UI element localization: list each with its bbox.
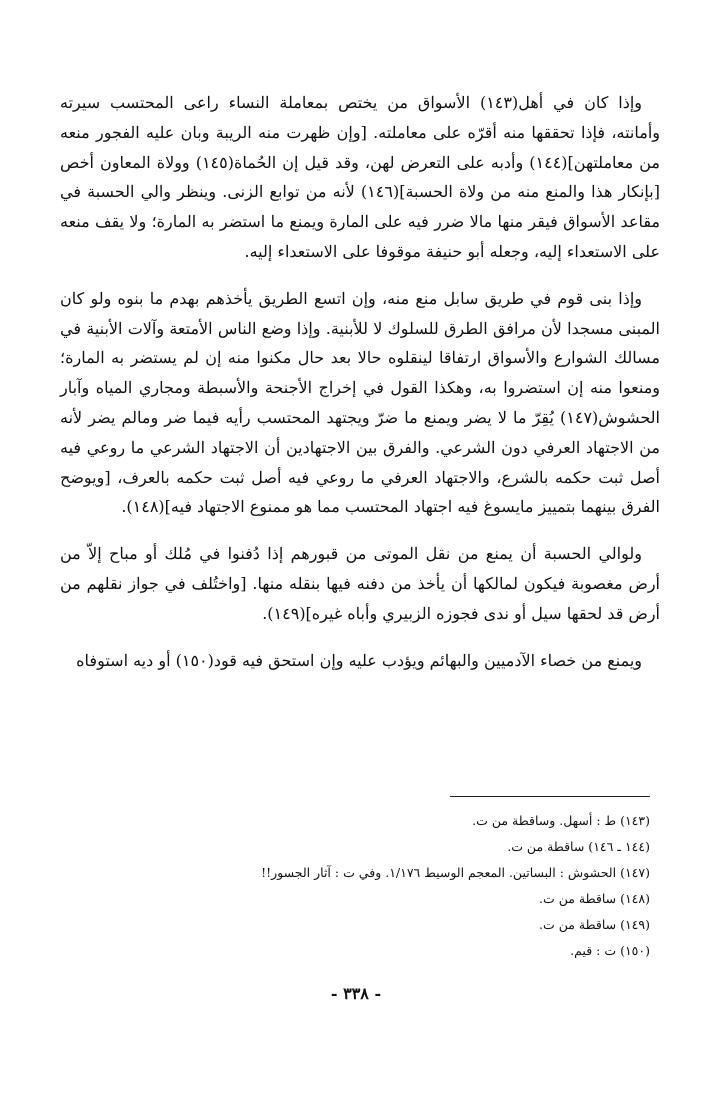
footnote-150: (١٥٠) ت : قيم. <box>570 943 650 958</box>
main-text <box>60 88 660 692</box>
footnote-147: (١٤٧) الحشوش : البساتين. المعجم الوسيط ١/١٧٦. وفي ت : آثار الجسور!! <box>261 865 650 880</box>
page-number: - ٣٣٨ - <box>330 984 382 1003</box>
footnote-144-146: (١٤٤ ـ ١٤٦) ساقطة من ت. <box>507 839 650 854</box>
paragraph-3: ولوالي الحسبة أن يمنع من نقل الموتى من قبورهم إذا دُفنوا في مُلك أو مباح إلاّ من أرض مغصوبة فيكون لمالكها أن يأخذ من دفنه فيها بنقله منها. [واختُلف في جواز نقلهم من أرض قد لحقها سيل أو ندى فجوزه الزبيري وأباه غيره](١٤٩). <box>60 544 660 623</box>
paragraph-1: وإذا كان في أهل(١٤٣) الأسواق من يختص بمعاملة النساء راعى المحتسب سيرته وأمانته، فإذا تحققها منه أقرّه على معاملته. [وإن ظهرت منه الريبة وبان عليه الفجور منعه من معاملتهن](١٤٤) وأدبه على التعرض لهن، وقد قيل إن الحُماة(١٤٥) وولاة المعاون أخص [بإنكار هذا والمنع منه من ولاة الحسبة](١٤٦) لأنه من توابع الزنى. وينظر والي الحسبة في مقاعد الأسواق فيقر منها مالا ضرر فيه على المارة ويمنع ما استضر به المارة؛ ولا يقف منعه على الاستعداء إليه، وجعله أبو حنيفة موقوفا على الاستعداء إليه. <box>60 93 661 261</box>
footnote-divider <box>450 796 650 797</box>
paragraph-2: وإذا بنى قوم في طريق سابل منع منه، وإن اتسع الطريق يأخذهم بهدم ما بنوه ولو كان المبنى مسجدا لأن مرافق الطرق للسلوك لا للأبنية. وإذا وضع الناس الأمتعة وآلات الأبنية في مسالك الشوارع والأسواق ارتفاقا لينقلوه حالا بعد حال مكنوا منه إن لم يستضر به المارة؛ ومنعوا منه إن استضروا به، وهكذا القول في إخراج الأجنحة والأسبطة ومجاري المياه وآبار الحشوش(١٤٧) يُقِرّ ما لا يضر ويمنع ما ضرّ ويجتهد المحتسب رأيه فيما ضر ومالم يضر لأنه من الاجتهاد العرفي دون الشرعي. والفرق بين الاجتهادين أن الاجتهاد الشرعي ما روعي فيه أصل ثبت حكمه بالشرع، والاجتهاد العرفي ما روعي فيه أصل ثبت حكمه بالعرف، [ويوضح الفرق بينهما بتمييز مايسوغ فيه اجتهاد المحتسب مما هو ممنوع الاجتهاد فيه](١٤٨). <box>60 288 660 517</box>
footnotes <box>250 808 650 964</box>
paragraph-4: ويمنع من خصاء الآدميين والبهائم ويؤدب عليه وإن استحق فيه قود(١٥٠) أو ديه استوفاه <box>76 650 642 670</box>
footnote-149: (١٤٩) ساقطة من ت. <box>538 917 650 932</box>
footnote-143: (١٤٣) ط : أسهل. وساقطة من ت. <box>472 813 650 828</box>
footnote-148: (١٤٨) ساقطة من ت. <box>538 891 650 906</box>
